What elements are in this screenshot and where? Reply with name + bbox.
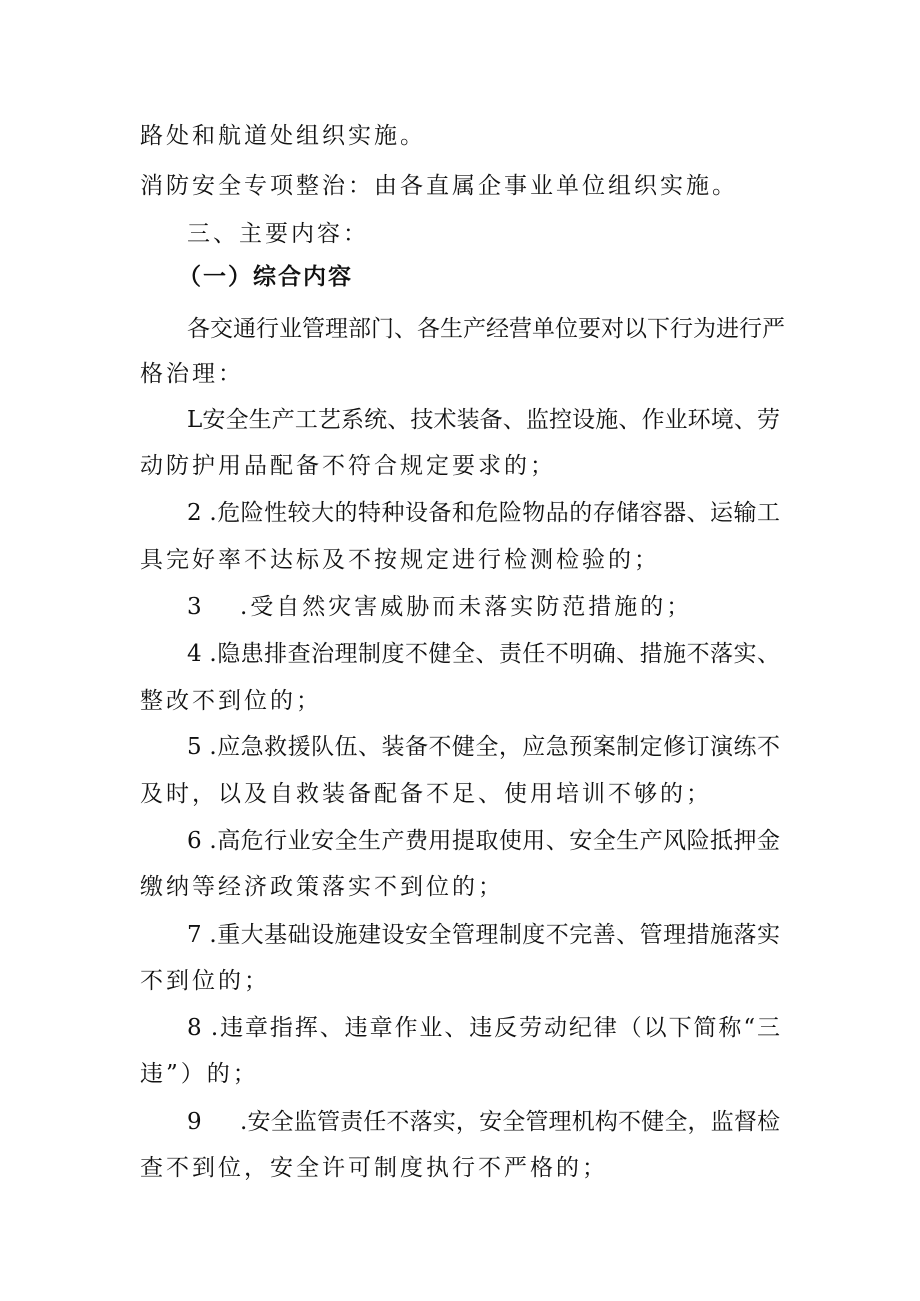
list-item-line: 整改不到位的； — [140, 688, 322, 714]
list-item-line: L安全生产工艺系统、技术装备、监控设施、作业环境、劳 — [187, 407, 780, 433]
list-item-line: 7 .重大基础设施建设安全管理制度不完善、管理措施落实 — [187, 922, 780, 948]
list-item-line: 2 .危险性较大的特种设备和危险物品的存储容器、运输工 — [187, 500, 780, 526]
list-item-line: 违”）的； — [140, 1061, 259, 1087]
list-item-line: 动防护用品配备不符合规定要求的； — [140, 453, 556, 479]
list-item-line: 及时，以及自救装备配备不足、使用培训不够的； — [140, 781, 712, 807]
section-heading: 三、主要内容： — [187, 221, 369, 247]
list-item-line: 8 .违章指挥、违章作业、违反劳动纪律（以下简称“三 — [187, 1015, 780, 1041]
list-item-line: 缴纳等经济政策落实不到位的； — [140, 874, 504, 900]
list-item-line: 4 .隐患排查治理制度不健全、责任不明确、措施不落实、 — [187, 641, 780, 667]
paragraph-line: 格治理： — [140, 361, 244, 387]
list-item-line: 5 .应急救援队伍、装备不健全，应急预案制定修订演练不 — [187, 734, 780, 760]
list-item-line: .受自然灾害威胁而未落实防范措施的； — [240, 594, 693, 620]
list-item-line: 查不到位，安全许可制度执行不严格的； — [140, 1155, 608, 1181]
list-item-line: 不到位的； — [140, 968, 270, 994]
paragraph-line: 消防安全专项整治：由各直属企事业单位组织实施。 — [140, 173, 738, 199]
list-item-number: 9 — [187, 1109, 205, 1135]
subsection-heading: （一）综合内容 — [178, 264, 353, 290]
list-item-line: .安全监管责任不落实，安全管理机构不健全，监督检 — [240, 1109, 780, 1135]
paragraph-line: 路处和航道处组织实施。 — [140, 123, 426, 149]
list-item-number: 3 — [187, 594, 205, 620]
list-item-line: 6 .高危行业安全生产费用提取使用、安全生产风险抵押金 — [187, 828, 780, 854]
list-item-line: 具完好率不达标及不按规定进行检测检验的； — [140, 547, 660, 573]
paragraph-line: 各交通行业管理部门、各生产经营单位要对以下行为进行严 — [187, 316, 785, 342]
